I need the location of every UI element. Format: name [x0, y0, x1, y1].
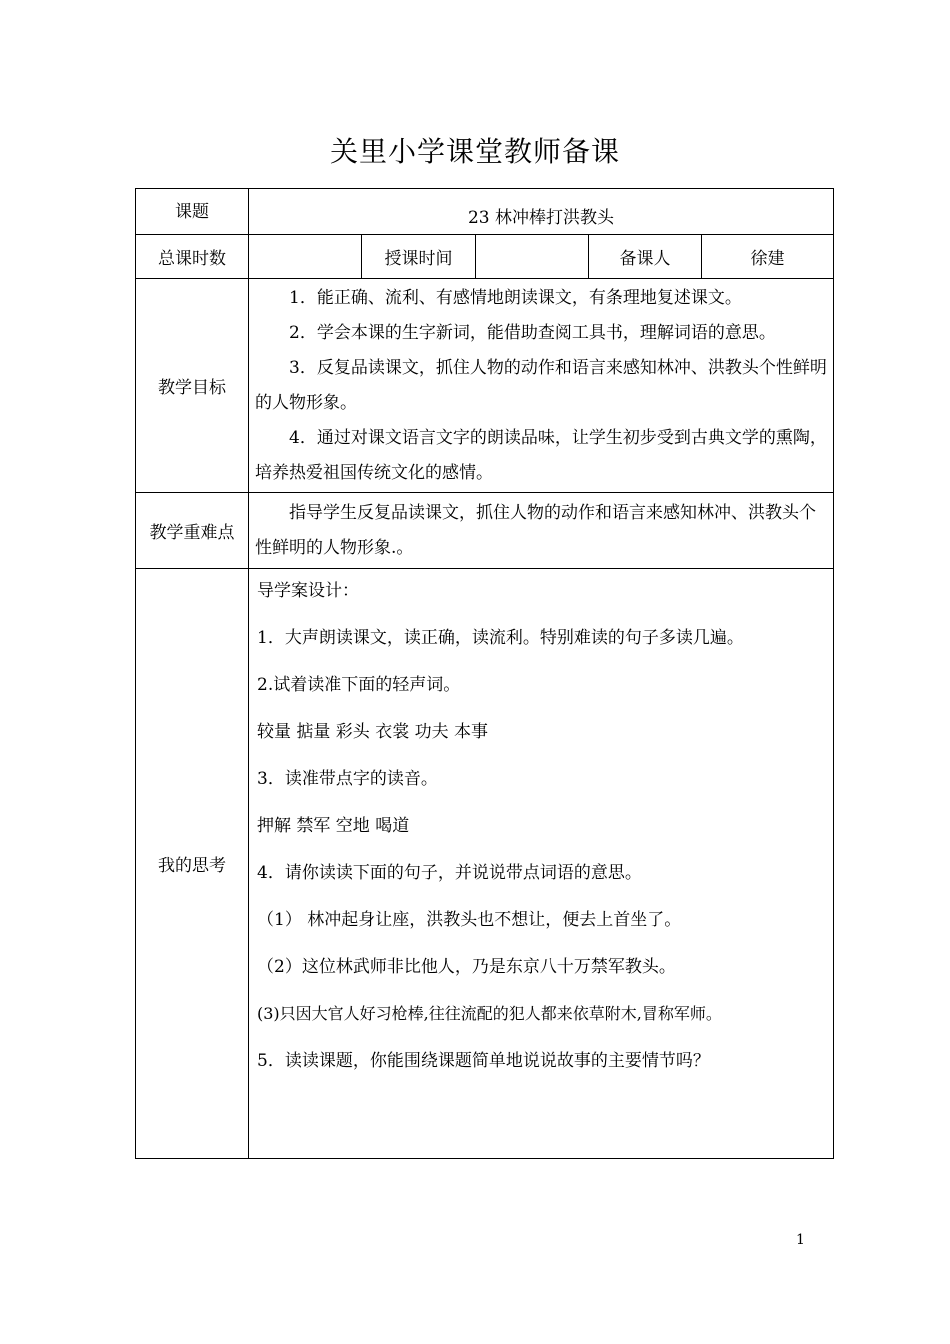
objective-item: 4．通过对课文语言文字的朗读品味，让学生初步受到古典文学的熏陶，培养热爱祖国传统文化的感情。 — [255, 427, 827, 483]
thinking-row — [136, 569, 834, 1159]
objective-item: 2．学会本课的生字新词，能借助查阅工具书，理解词语的意思。 — [289, 322, 776, 343]
thinking-label: 我的思考 — [136, 569, 249, 1159]
thinking-line: 1．大声朗读课文，读正确，读流利。特别难读的句子多读几遍。 — [257, 628, 744, 648]
page-title: 关里小学课堂教师备课 — [329, 135, 620, 168]
lesson-plan-table — [135, 188, 834, 1159]
thinking-line: (3)只因大官人好习枪棒,往往流配的犯人都来依草附木,冒称军师。 — [257, 1004, 722, 1023]
topic-value: 23 林冲棒打洪教头 — [249, 189, 834, 235]
thinking-line: 押解 禁军 空地 喝道 — [257, 816, 410, 836]
topic-label: 课题 — [136, 189, 249, 235]
info-row — [136, 235, 834, 279]
preparer-value: 徐建 — [702, 235, 834, 279]
total-hours-label: 总课时数 — [136, 235, 249, 279]
objective-item: 3．反复品读课文，抓住人物的动作和语言来感知林冲、洪教头个性鲜明的人物形象。 — [255, 357, 827, 413]
thinking-line: （1） 林冲起身让座，洪教头也不想让，便去上首坐了。 — [257, 910, 682, 930]
total-hours-value — [249, 235, 362, 279]
objectives-row — [136, 279, 834, 493]
thinking-cell — [249, 569, 834, 1159]
objectives-cell — [249, 279, 834, 493]
page-number: 1 — [796, 1232, 805, 1248]
thinking-line: 较量 掂量 彩头 衣裳 功夫 本事 — [257, 722, 489, 742]
thinking-line: （2）这位林武师非比他人，乃是东京八十万禁军教头。 — [257, 957, 676, 977]
teach-time-value — [476, 235, 589, 279]
keypoints-row — [136, 493, 834, 569]
thinking-line: 3．读准带点字的读音。 — [257, 769, 438, 789]
thinking-line: 2.试着读准下面的轻声词。 — [257, 675, 461, 695]
objective-item: 1．能正确、流利、有感情地朗读课文，有条理地复述课文。 — [289, 287, 742, 308]
keypoints-label: 教学重难点 — [136, 493, 249, 569]
preparer-label: 备课人 — [589, 235, 702, 279]
teach-time-label: 授课时间 — [362, 235, 476, 279]
thinking-line: 4．请你读读下面的句子，并说说带点词语的意思。 — [257, 863, 642, 883]
thinking-line: 5．读读课题，你能围绕课题简单地说说故事的主要情节吗？ — [257, 1051, 710, 1071]
topic-row — [136, 189, 834, 235]
keypoints-text: 指导学生反复品读课文，抓住人物的动作和语言来感知林冲、洪教头个性鲜明的人物形象.。 — [255, 502, 816, 558]
objectives-label: 教学目标 — [136, 279, 249, 493]
keypoints-cell — [249, 493, 834, 569]
thinking-line: 导学案设计： — [257, 581, 359, 601]
